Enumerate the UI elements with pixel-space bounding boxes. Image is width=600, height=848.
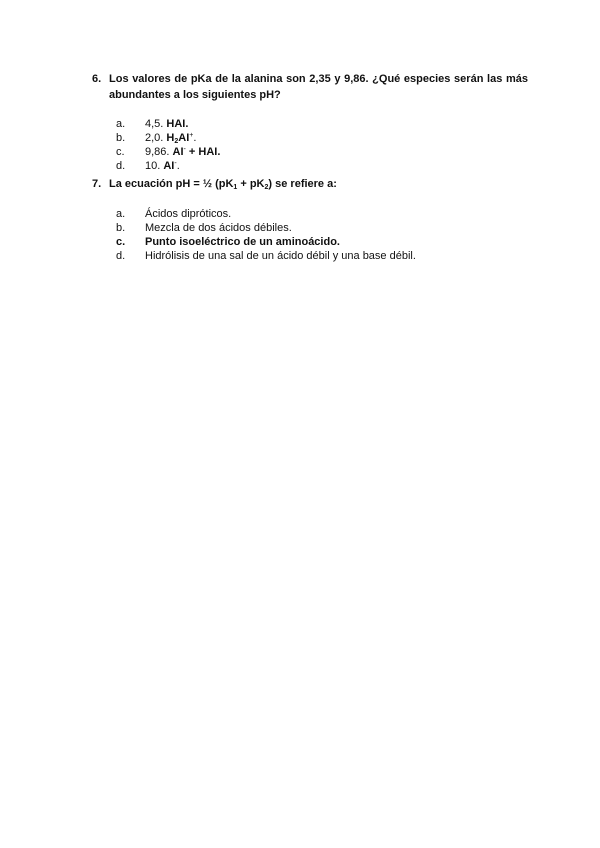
question-number: 7. [92,178,102,190]
option-text [145,117,188,131]
option-value: 9,86. [145,146,173,158]
species-end: . [176,160,180,172]
species-part: + HAI. [185,146,221,158]
option-letter: b. [116,222,126,234]
question-text: Los valores de pKa de la alanina son 2,35 y 9,86. ¿Qué especies serán las más abundantes a los siguientes pH? [109,73,528,101]
equation-part: ) se refiere a: [268,178,337,190]
option-letter: d. [116,160,126,172]
equation-subscript: 2 [264,184,269,191]
option-text: Hidrólisis de una sal de un ácido débil y una base débil. [145,250,416,262]
option-text [145,145,220,159]
question-7-header [92,176,528,192]
question-number: 6. [92,73,102,85]
option-letter: b. [116,132,126,144]
option-species [173,146,184,158]
option-c-correct [116,235,528,249]
option-d [116,249,528,263]
option-a [116,207,528,221]
option-species: AI [163,160,175,172]
option-letter: a. [116,208,126,220]
option-a [116,117,528,131]
option-letter: c. [116,146,125,158]
question-6-options [116,117,528,173]
question-7 [92,176,528,263]
question-6-header [92,71,528,103]
option-letter: c. [116,236,126,248]
species-part: AI [172,146,184,158]
species-superscript: + [189,132,194,139]
option-value: 10. [145,160,164,172]
option-value: 2,0. [145,132,167,144]
option-text: Punto isoeléctrico de un aminoácido. [145,236,340,248]
option-value: 4,5. [145,118,167,130]
option-d [116,159,528,173]
option-text: Ácidos dipróticos. [145,208,232,220]
question-text [109,176,528,192]
species-part: H [166,132,175,144]
species-subscript: 2 [174,138,179,145]
equation-part: + pK [237,178,265,190]
option-text: Mezcla de dos ácidos débiles. [145,222,292,234]
equation-part: La ecuación pH = ½ (pK [109,178,234,190]
option-letter: a. [116,118,126,130]
species-superscript: - [183,146,186,153]
option-species [166,132,189,144]
option-c [116,145,528,159]
option-text [145,159,180,173]
species-part: AI [178,132,190,144]
option-text [145,131,196,145]
species-end: . [193,132,197,144]
question-6 [92,71,528,173]
question-7-options [116,207,528,263]
species-superscript: - [174,160,177,167]
option-letter: d. [116,250,126,262]
option-b [116,131,528,145]
option-species: HAI. [166,118,189,130]
equation-subscript: 1 [233,184,238,191]
option-b [116,221,528,235]
